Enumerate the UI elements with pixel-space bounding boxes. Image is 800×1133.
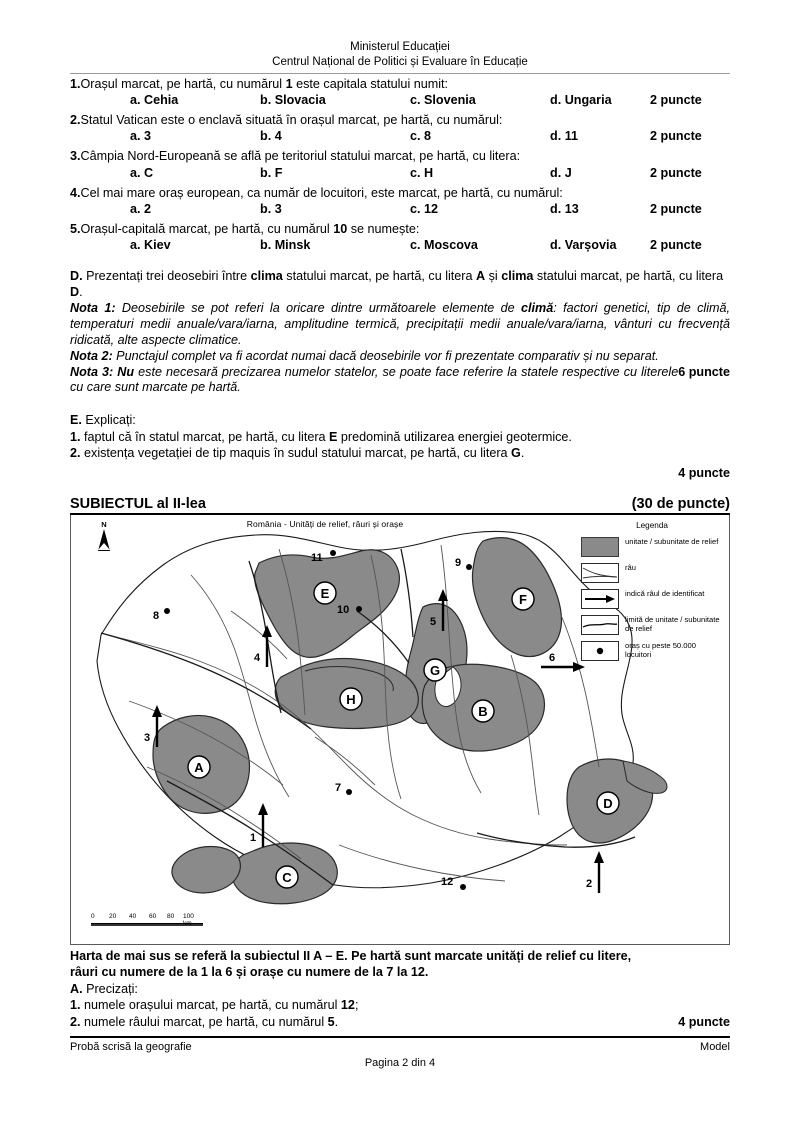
svg-text:F: F [519,591,527,607]
answer-option-c[interactable]: c. 12 [410,202,439,216]
answer-option-d[interactable]: d. J [550,165,572,180]
question-points: 2 puncte [650,129,702,144]
section-d [70,269,730,396]
legend-item-arrow [581,589,723,609]
map-title: România - Unități de relief, râuri și orașe [246,518,404,529]
marker-E [314,582,336,604]
stem-pre: Orașul marcat, pe hartă, cu numărul [80,76,286,91]
marker-F [512,588,534,610]
question-stem [70,222,730,237]
svg-text:E: E [320,585,330,601]
answer-row [70,238,730,257]
answer-option-d[interactable]: d. Ungaria [550,92,612,107]
answer-option-c[interactable]: c. H [410,165,434,180]
section-a-points: 4 puncte [678,1014,730,1029]
answer-option-a[interactable]: a. Cehia [130,92,179,107]
marker-A [188,756,210,778]
marker-G [424,659,446,681]
question-stem [70,186,730,201]
question-4 [70,186,730,221]
scale-bar [91,913,203,926]
river-arrow-2 [586,851,604,893]
scale-tick-80: 80 [167,912,175,920]
legend-item-river [581,563,723,583]
river-line-icon [581,563,619,583]
answer-option-a[interactable]: a. C [130,165,154,180]
note-3: 6 puncte Nota 3: Nu este necesară precizarea numelor statelor, se poate face referire la statele respective cu literele cu care sunt marcate pe hartă. [70,364,730,395]
stem-post: este capitala statului numit: [292,76,449,91]
marker-C [276,866,298,888]
answer-option-d[interactable]: d. Varșovia [550,238,617,253]
scale-tick-labels [91,912,203,927]
section-e [70,412,730,481]
romania-map [70,515,730,945]
section-d-letter: D. [70,269,83,284]
stem-pre: Orașul-capitală marcat, pe hartă, cu numărul [80,222,334,236]
scale-tick-100: 100 km [183,912,194,927]
answer-option-b[interactable]: b. Minsk [260,238,311,253]
question-2 [70,113,730,148]
answer-option-a[interactable]: a. 3 [130,129,152,144]
answer-option-d[interactable]: d. 13 [550,202,579,216]
stem-post: se numește: [347,222,420,236]
section-e-title: E. Explicați: [70,413,136,428]
section-e-item-2: 2. existența vegetației de tip maquis în sudul statului marcat, pe hartă, cu litera G. [70,445,525,460]
subiect-header [70,496,730,512]
marker-H [340,688,362,710]
svg-text:9: 9 [455,556,462,569]
footer-right: Model [700,1040,730,1053]
svg-text:3: 3 [144,731,151,744]
answer-option-c[interactable]: c. 8 [410,129,432,144]
legend-item-boundary [581,615,723,635]
scale-tick-60: 60 [149,912,157,920]
note-3-label: Nota 3: [70,364,114,379]
stem-emphasis: 1 [285,76,293,91]
answer-option-c[interactable]: c. Moscova [410,238,478,253]
center-line: Centrul Național de Politici și Evaluare în Educație [272,56,528,69]
footer-left: Probă scrisă la geografie [70,1040,192,1053]
question-number: 2. [70,112,81,127]
answer-row [70,129,730,148]
answer-option-b[interactable]: b. 3 [260,202,282,216]
boundary-line-icon [581,615,619,635]
map-note-line-2: râuri cu numere de la 1 la 6 și orașe cu numere de la 7 la 12. [70,964,429,979]
question-5 [70,222,730,257]
note-1: Nota 1: Deosebirile se pot referi la oricare dintre următoarele elemente de climă: factori genetici, tip de climă, temperaturi medii anuale/vara/iarna, amplitudine termică, precipitații medii anuale/vara/iarna, vânturi cu frecvență ridicată, alte aspecte climatice. [70,301,731,347]
page-content [70,0,730,1075]
legend-label-relief: unitate / subunitate de relief [625,537,719,547]
map-note-line-1: Harta de mai sus se referă la subiectul II A – E. Pe hartă sunt marcate unități de relief cu litere, [70,948,632,963]
svg-text:8: 8 [153,609,160,622]
svg-text:5: 5 [430,615,437,628]
multiple-choice-block [70,77,730,258]
arrow-pointer-icon [581,589,619,609]
svg-text:D: D [603,795,613,811]
answer-option-a[interactable]: a. Kiev [130,238,171,253]
legend-label-river: râu [625,563,636,573]
answer-option-c[interactable]: c. Slovenia [410,92,476,107]
section-d-prompt: D. Prezentați trei deosebiri între clima statului marcat, pe hartă, cu litera A și clima statului marcat, pe hartă, cu litera D. [70,269,724,300]
ministry-line: Ministerul Educației [350,41,450,53]
svg-text:C: C [282,869,292,885]
svg-text:A: A [194,759,204,775]
answer-row [70,93,730,112]
answer-option-b[interactable]: b. Slovacia [260,92,326,107]
section-e-letter: E. [70,413,82,428]
subiect-title: SUBIECTUL al II-lea [70,495,206,512]
answer-option-b[interactable]: b. 4 [260,129,282,144]
stem-pre: Statul Vatican este o enclavă situată în orașul marcat, pe hartă, cu numărul: [80,112,503,127]
svg-text:4: 4 [254,651,261,664]
relief-area-icon [581,537,619,557]
svg-text:1: 1 [250,831,257,844]
answer-row [70,202,730,221]
header-divider [70,73,730,74]
question-points: 2 puncte [650,92,702,107]
map-legend [581,521,723,668]
note-1-label: Nota 1: [70,301,116,316]
answer-option-b[interactable]: b. F [260,165,283,180]
answer-option-a[interactable]: a. 2 [130,202,152,216]
page-footer [70,1041,730,1075]
section-a [70,981,730,1030]
question-stem [70,77,730,92]
svg-text:7: 7 [335,781,342,794]
note-2-label: Nota 2: [70,348,113,363]
question-3 [70,149,730,184]
relief-unit-C-west [172,846,240,893]
svg-text:H: H [346,691,356,707]
legend-label-city: oraș cu peste 50.000 locuitori [625,641,696,660]
svg-text:6: 6 [549,651,556,664]
scale-tick-40: 40 [129,912,137,920]
document-header [70,0,730,71]
question-number: 1. [70,76,81,91]
question-points: 2 puncte [650,165,702,180]
map-reference-note [70,948,730,980]
svg-text:12: 12 [441,875,454,888]
marker-B [472,700,494,722]
scale-tick-20: 20 [109,912,117,920]
section-a-title: A. Precizați: [70,981,138,996]
question-points: 2 puncte [650,202,702,216]
legend-item-city [581,641,723,661]
svg-text:10: 10 [337,603,350,616]
subiect-points: (30 de puncte) [631,495,730,512]
svg-text:2: 2 [586,877,593,890]
city-dot-icon [581,641,619,661]
north-label: N [101,519,107,529]
section-a-item-2: 2. numele râului marcat, pe hartă, cu numărul 5. 4 puncte [70,1014,730,1029]
section-a-item-1: 1. numele orașului marcat, pe hartă, cu numărul 12; [70,998,359,1013]
note-2: Nota 2: Punctajul complet va fi acordat numai dacă deosebirile vor fi prezentate comparativ și nu separat. [70,348,659,363]
svg-text:B: B [478,703,488,719]
question-number: 4. [70,185,81,200]
legend-item-relief [581,537,723,557]
stem-pre: Câmpia Nord-Europeană se află pe teritoriul statului marcat, pe hartă, cu litera: [80,149,521,164]
question-number: 3. [70,149,81,164]
legend-label-boundary: limită de unitate / subunitate de relief [625,615,720,634]
answer-row [70,166,730,185]
legend-label-arrow: indică râul de identificat [625,589,705,599]
section-e-item-1: 1. faptul că în statul marcat, pe hartă, cu litera E predomină utilizarea energiei geotermice. [70,429,572,444]
scale-tick-0: 0 [91,912,95,920]
legend-title: Legenda [636,520,668,530]
stem-pre: Cel mai mare oraș european, ca număr de locuitori, este marcat, pe hartă, cu numărul: [80,185,563,200]
section-d-points: 6 puncte [678,364,730,379]
section-e-points: 4 puncte [678,466,730,481]
question-number: 5. [70,222,81,236]
question-stem [70,113,730,128]
svg-text:11: 11 [311,551,323,564]
question-stem [70,149,730,164]
footer-divider [70,1036,730,1038]
marker-D [597,792,619,814]
footer-center: Pagina 2 din 4 [364,1056,436,1069]
section-a-letter: A. [70,981,83,996]
question-points: 2 puncte [650,238,702,253]
svg-text:G: G [429,662,441,678]
answer-option-d[interactable]: d. 11 [550,129,579,144]
question-1 [70,77,730,112]
stem-emphasis: 10 [333,222,348,236]
